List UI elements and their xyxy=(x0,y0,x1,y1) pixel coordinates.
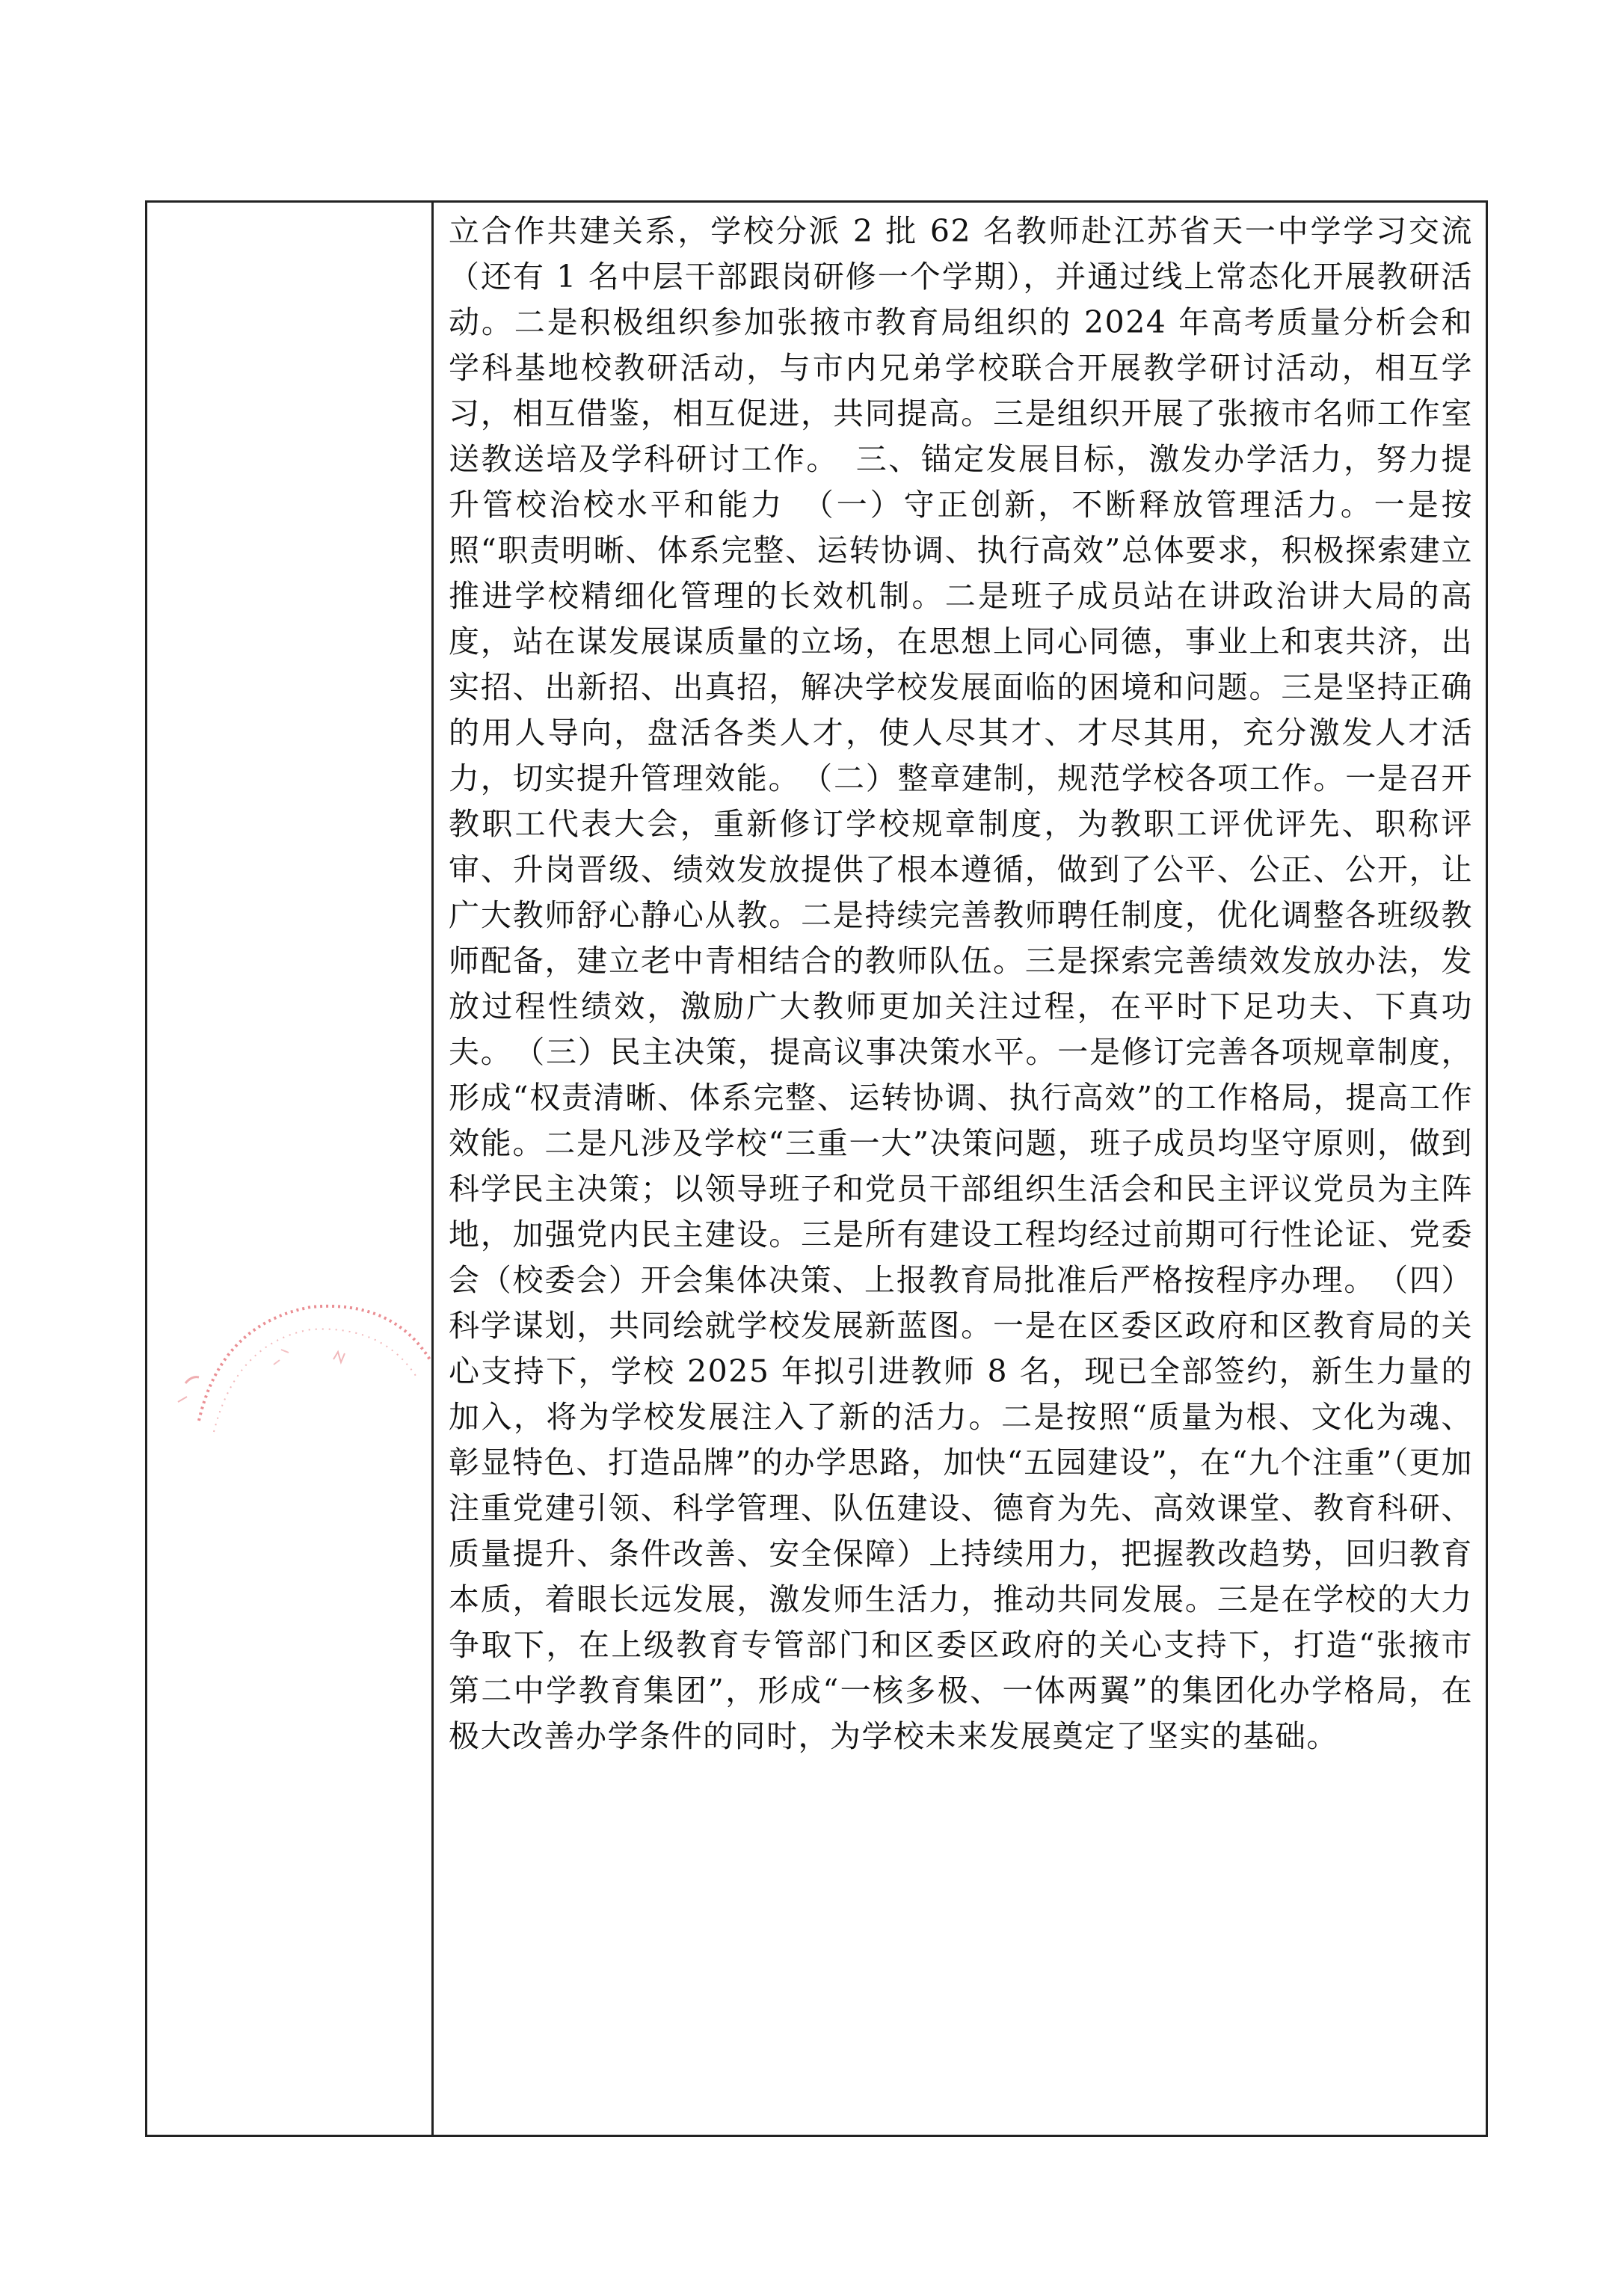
form-table xyxy=(145,200,1488,2137)
body-paragraph: 立合作共建关系，学校分派 2 批 62 名教师赴江苏省天一中学学习交流（还有 1 名中层干部跟岗研修一个学期），并通过线上常态化开展教研活动。二是积极组织参加张掖市教育局组织的 2024 年高考质量分析会和学科基地校教研活动，与市内兄弟学校联合开展教学研讨活动，相互学习，相互借鉴，相互促进，共同提高。三是组织开展了张掖市名师工作室送教送培及学科研讨工作。 三、锚定发展目标，激发办学活力，努力提升管校治校水平和能力 （一）守正创新，不断释放管理活力。一是按照“职责明晰、体系完整、运转协调、执行高效”总体要求，积极探索建立推进学校精细化管理的长效机制。二是班子成员站在讲政治讲大局的高度，站在谋发展谋质量的立场，在思想上同心同德，事业上和衷共济，出实招、出新招、出真招，解决学校发展面临的困境和问题。三是坚持正确的用人导向，盘活各类人才，使人尽其才、才尽其用，充分激发人才活力，切实提升管理效能。 （二）整章建制，规范学校各项工作。一是召开教职工代表大会，重新修订学校规章制度，为教职工评优评先、职称评审、升岗晋级、绩效发放提供了根本遵循，做到了公平、公正、公开，让广大教师舒心静心从教。二是持续完善教师聘任制度，优化调整各班级教师配备，建立老中青相结合的教师队伍。三是探索完善绩效发放办法，发放过程性绩效，激励广大教师更加关注过程，在平时下足功夫、下真功夫。 （三）民主决策，提高议事决策水平。一是修订完善各项规章制度，形成“权责清晰、体系完整、运转协调、执行高效”的工作格局，提高工作效能。二是凡涉及学校“三重一大”决策问题，班子成员均坚守原则，做到科学民主决策；以领导班子和党员干部组织生活会和民主评议党员为主阵地，加强党内民主建设。三是所有建设工程均经过前期可行性论证、党委会（校委会）开会集体决策、上报教育局批准后严格按程序办理。 （四）科学谋划，共同绘就学校发展新蓝图。一是在区委区政府和区教育局的关心支持下，学校 2025 年拟引进教师 8 名，现已全部签约，新生力量的加入，将为学校发展注入了新的活力。二是按照“质量为根、文化为魂、彰显特色、打造品牌”的办学思路，加快“五园建设”，在“九个注重”（更加注重党建引领、科学管理、队伍建设、德育为先、高效课堂、教育科研、质量提升、条件改善、安全保障）上持续用力，把握教改趋势，回归教育本质，着眼长远发展，激发师生活力，推动共同发展。三是在学校的大力争取下，在上级教育专管部门和区委区政府的关心支持下，打造“张掖市第二中学教育集团”，形成“一核多极、一体两翼”的集团化办学格局，在极大改善办学条件的同时，为学校未来发展奠定了坚实的基础。 xyxy=(449,213,1473,1754)
table-label-cell xyxy=(147,203,434,2135)
table-content-cell xyxy=(434,203,1486,2135)
